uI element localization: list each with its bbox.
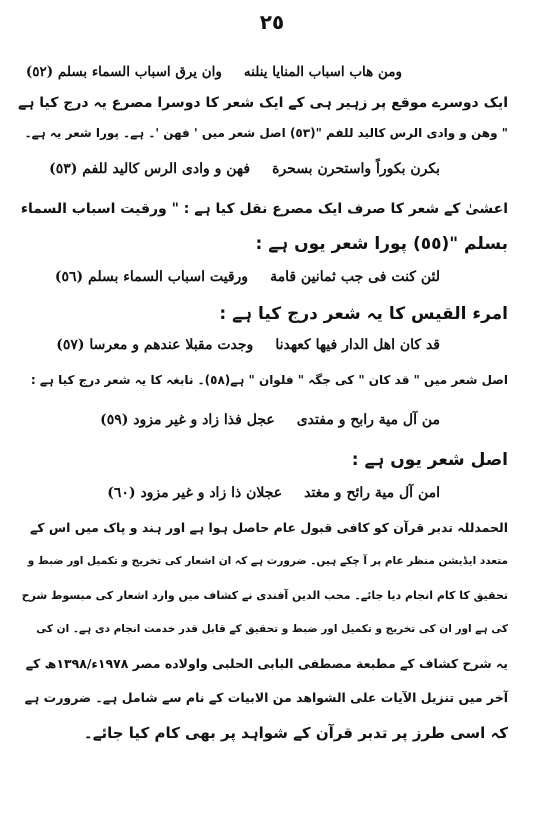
text-line-7: اصل شعر یوں ہے :	[351, 450, 508, 470]
verse-hemistich-2: فهن و وادى الرس كاليد للفم (٥٣)	[49, 161, 251, 177]
verse-couplet-5	[100, 413, 440, 427]
verse-couplet-2	[49, 162, 440, 176]
verse-couplet-4	[56, 338, 440, 352]
paragraph-line: متعدد ایڈیشن منظر عام پر آ چکے ہیں۔ ضرورت ہے کہ ان اشعار کی تخریج و تکمیل اور ضبط و	[27, 555, 508, 567]
text-line-5: امرء القیس کا یہ شعر درج کیا ہے :	[219, 304, 508, 324]
verse-couplet-1	[26, 66, 402, 80]
text-line-3: اعشیٰ کے شعر کا صرف ایک مصرع نقل کیا ہے : " ورقيت اسباب السماء	[20, 201, 508, 217]
verse-hemistich-1: من آل مية رابح و مفتدى	[296, 412, 440, 428]
verse-hemistich-1: لئن كنت فى جب ثمانين قامة	[270, 269, 440, 285]
verse-hemistich-2: وجدت مقبلا عندهم و معرسا (٥٧)	[56, 337, 254, 353]
paragraph-line: یہ شرح کشاف کے مطبعة مصطفى البابى الحلبى واولاده مصر ١٩٧٨ء/١٣٩٨ھ کے	[25, 656, 508, 671]
verse-couplet-6	[107, 486, 440, 500]
verse-hemistich-1: قد كان اهل الدار فيها كعهدنا	[275, 337, 440, 353]
verse-hemistich-1: بكرن بكوراً واستحرن بسحرة	[272, 161, 440, 177]
verse-hemistich-1: ومن هاب اسباب المنايا ينلنه	[243, 64, 402, 80]
paragraph-line: تحقیق کا کام انجام دیا جائے۔ محب الدین آفندی نے کشاف میں وارد اشعار کی مبسوط شرح	[21, 589, 508, 602]
verse-hemistich-2: ورقيت اسباب السماء بسلم (٥٦)	[54, 269, 249, 285]
text-line-6: اصل شعر میں " قد كان " کی جگہ " فلوان " ہے(٥٨)۔ نابغہ کا یہ شعر درج کیا ہے :	[30, 373, 508, 387]
verse-hemistich-1: امن آل مية رائح و مغتد	[304, 485, 440, 501]
verse-hemistich-2: وان يرق اسباب السماء بسلم (٥٢)	[25, 64, 222, 80]
text-line-4: بسلم "(٥٥) پورا شعر یوں ہے :	[255, 234, 508, 254]
verse-hemistich-2: عجل فذا زاد و غير مزود (٥٩)	[100, 412, 275, 428]
verse-couplet-3	[55, 270, 440, 284]
paragraph-line: آخر میں تنزيل الآيات على الشواهد من الابيات کے نام سے شامل ہے۔ ضرورت ہے	[24, 690, 508, 705]
verse-hemistich-2: عجلان ذا زاد و غير مزود (٦٠)	[107, 485, 283, 501]
paragraph-line: کہ اسی طرز پر تدبر قرآن کے شواہد پر بھی کام کیا جائے۔	[83, 724, 508, 742]
text-line-2: " وهن و وادى الرس كاليد للفم "(٥٣) اصل شعر میں ' فهن '۔ ہے۔ پورا شعر یہ ہے۔	[24, 126, 508, 140]
page-number: ٢٥	[259, 10, 285, 34]
text-line-1: ایک دوسرے موقع پر زہیر ہی کے ایک شعر کا دوسرا مصرع یہ درج کیا ہے	[18, 95, 508, 111]
paragraph-line: کی ہے اور ان کی تخریج و تکمیل اور ضبط و تحقیق کے قابل قدر خدمت انجام دی ہے۔ ان کی	[36, 623, 508, 635]
paragraph-line: الحمدللہ تدبر قرآن کو کافی قبول عام حاصل ہوا ہے اور ہند و پاک میں اس کے	[29, 520, 508, 535]
